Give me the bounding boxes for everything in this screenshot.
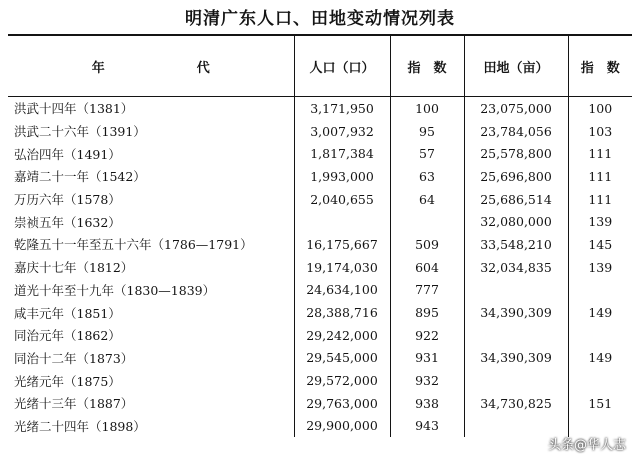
cell-pop-index: 604 (390, 256, 464, 279)
header-land-index: 指 数 (568, 35, 632, 97)
cell-year: 洪武十四年（1381） (14, 101, 134, 117)
table-row (8, 120, 632, 143)
cell-population: 29,545,000 (294, 347, 390, 370)
cell-land (464, 369, 568, 392)
cell-population: 28,388,716 (294, 301, 390, 324)
table-row (8, 165, 632, 188)
cell-year: 乾隆五十一年至五十六年（1786—1791） (14, 237, 253, 253)
table-row (8, 415, 632, 438)
cell-land: 32,080,000 (464, 210, 568, 233)
table-row (8, 97, 632, 120)
cell-land-index (568, 279, 632, 302)
cell-year: 光绪元年（1875） (14, 373, 121, 389)
cell-pop-index: 931 (390, 347, 464, 370)
cell-land: 25,578,800 (464, 142, 568, 165)
cell-year: 同治元年（1862） (14, 328, 121, 344)
cell-year: 同治十二年（1873） (14, 350, 134, 366)
cell-population: 29,900,000 (294, 415, 390, 438)
cell-pop-index: 895 (390, 301, 464, 324)
cell-land (464, 324, 568, 347)
cell-land-index: 111 (568, 188, 632, 211)
cell-population (294, 210, 390, 233)
cell-population: 29,242,000 (294, 324, 390, 347)
cell-land (464, 279, 568, 302)
cell-land-index: 145 (568, 233, 632, 256)
cell-pop-index: 100 (390, 97, 464, 120)
table-row (8, 233, 632, 256)
cell-pop-index: 932 (390, 369, 464, 392)
table-title: 明清广东人口、田地变动情况列表 (185, 9, 455, 29)
cell-population: 3,007,932 (294, 120, 390, 143)
cell-land-index: 139 (568, 210, 632, 233)
cell-land: 34,390,309 (464, 301, 568, 324)
cell-pop-index: 938 (390, 392, 464, 415)
table-row (8, 392, 632, 415)
header-year-right: 代 (196, 60, 210, 76)
cell-pop-index: 943 (390, 415, 464, 438)
table-row (8, 188, 632, 211)
cell-land-index: 100 (568, 97, 632, 120)
header-pop-index: 指 数 (390, 35, 464, 97)
header-row (8, 35, 632, 97)
cell-land-index: 139 (568, 256, 632, 279)
table-body (8, 97, 632, 438)
watermark: 头条@华人志 (547, 438, 626, 453)
cell-pop-index: 509 (390, 233, 464, 256)
table-row (8, 301, 632, 324)
table-row (8, 369, 632, 392)
cell-pop-index (390, 210, 464, 233)
cell-land-index (568, 324, 632, 347)
cell-land: 25,686,514 (464, 188, 568, 211)
table-row (8, 324, 632, 347)
table-row (8, 347, 632, 370)
population-land-table (8, 34, 632, 437)
cell-land: 34,730,825 (464, 392, 568, 415)
cell-population: 16,175,667 (294, 233, 390, 256)
cell-population: 1,817,384 (294, 142, 390, 165)
cell-land-index: 111 (568, 165, 632, 188)
cell-year: 光绪二十四年（1898） (14, 418, 146, 434)
cell-population: 24,634,100 (294, 279, 390, 302)
cell-land: 32,034,835 (464, 256, 568, 279)
cell-year: 洪武二十六年（1391） (14, 124, 146, 140)
cell-pop-index: 63 (390, 165, 464, 188)
cell-land-index: 103 (568, 120, 632, 143)
cell-land-index: 149 (568, 347, 632, 370)
header-land: 田地（亩） (464, 35, 568, 97)
cell-population: 1,993,000 (294, 165, 390, 188)
cell-population: 19,174,030 (294, 256, 390, 279)
cell-pop-index: 95 (390, 120, 464, 143)
table-row (8, 142, 632, 165)
cell-population: 29,763,000 (294, 392, 390, 415)
cell-land-index (568, 369, 632, 392)
cell-pop-index: 777 (390, 279, 464, 302)
cell-land: 25,696,800 (464, 165, 568, 188)
cell-year: 咸丰元年（1851） (14, 305, 121, 321)
cell-population: 3,171,950 (294, 97, 390, 120)
header-year-left: 年 (91, 60, 105, 76)
cell-year: 弘治四年（1491） (14, 146, 121, 162)
cell-land: 33,548,210 (464, 233, 568, 256)
cell-pop-index: 64 (390, 188, 464, 211)
cell-population: 29,572,000 (294, 369, 390, 392)
cell-year: 道光十年至十九年（1830—1839） (14, 282, 216, 298)
cell-population: 2,040,655 (294, 188, 390, 211)
cell-pop-index: 57 (390, 142, 464, 165)
cell-land: 23,075,000 (464, 97, 568, 120)
cell-land-index: 149 (568, 301, 632, 324)
cell-year: 崇祯五年（1632） (14, 214, 121, 230)
cell-year: 嘉庆十七年（1812） (14, 260, 134, 276)
cell-year: 嘉靖二十一年（1542） (14, 169, 146, 185)
cell-land-index: 151 (568, 392, 632, 415)
header-year (8, 35, 294, 97)
cell-year: 光绪十三年（1887） (14, 396, 134, 412)
header-population: 人口（口） (294, 35, 390, 97)
table-row (8, 210, 632, 233)
cell-land-index: 111 (568, 142, 632, 165)
cell-pop-index: 922 (390, 324, 464, 347)
cell-land: 34,390,309 (464, 347, 568, 370)
table-row (8, 279, 632, 302)
cell-land: 23,784,056 (464, 120, 568, 143)
cell-year: 万历六年（1578） (14, 192, 121, 208)
table-row (8, 256, 632, 279)
